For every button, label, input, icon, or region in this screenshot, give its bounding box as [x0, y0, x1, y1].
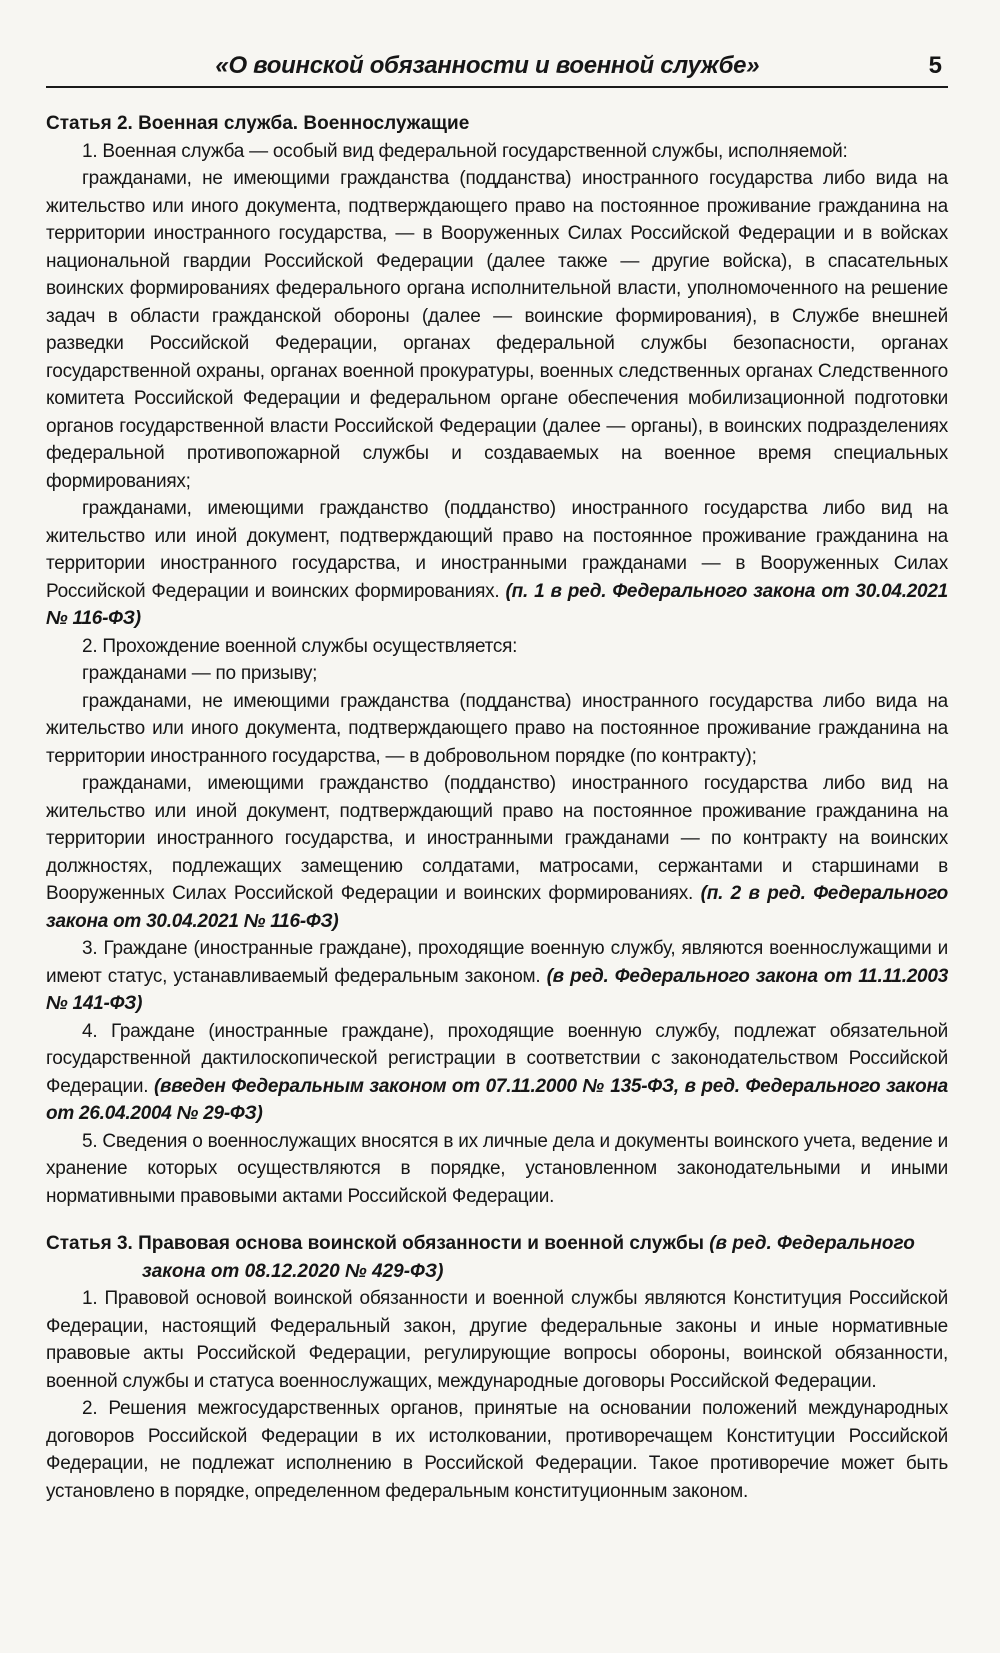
paragraph: 1. Военная служба — особый вид федеральной государственной службы, исполняемой:	[82, 140, 848, 162]
amendment-note: (п. 2 в ред. Федерального закона от 30.04.2021 № 116-ФЗ)	[46, 883, 949, 932]
article-heading: Статья 2. Военная служба. Военнослужащие	[46, 113, 470, 134]
article-heading: Статья 3. Правовая основа воинской обязанности и военной службы (в ред. Федерального закона от 08.12.2020 № 429-ФЗ)	[46, 1233, 915, 1282]
paragraph: 5. Сведения о военнослужащих вносятся в их личные дела и документы воинского учета, ведение и хранение которых осуществляются в порядке, установленном законодательными и иными нормативными правовыми актами Российской Федерации.	[46, 1130, 948, 1207]
paragraph: гражданами, не имеющими гражданства (подданства) иностранного государства либо вида на жительство или иного документа, подтверждающего право на постоянное проживание гражданина на территории иностранного государства, — в добровольном порядке (по контракту);	[46, 690, 948, 767]
paragraph: 3. Граждане (иностранные граждане), проходящие военную службу, являются военнослужащими и имеют статус, устанавливаемый федеральным законом. (в ред. Федерального закона от 11.11.2003 № 141-ФЗ)	[46, 938, 949, 1014]
amendment-note: (в ред. Федерального закона от 08.12.2020 № 429-ФЗ)	[142, 1233, 915, 1282]
running-title: «О воинской обязанности и военной службе»	[215, 52, 760, 79]
amendment-note: (в ред. Федерального закона от 11.11.2003 № 141-ФЗ)	[46, 965, 949, 1014]
amendment-note: (п. 1 в ред. Федерального закона от 30.04.2021 № 116-ФЗ)	[46, 580, 949, 629]
article-body	[46, 138, 948, 1211]
article-2	[46, 110, 948, 1210]
paragraph: гражданами, имеющими гражданство (подданство) иностранного государства либо вид на жительство или иной документ, подтверждающий право на постоянное проживание гражданина на территории иностранного государства, и иностранными гражданами — по контракту на воинских должностях, подлежащих замещению солдатами, матросами, сержантами и старшинами в Вооруженных Силах Российской Федерации и воинских формированиях. (п. 2 в ред. Федерального закона от 30.04.2021 № 116-ФЗ)	[46, 773, 949, 932]
page-number: 5	[928, 52, 942, 79]
paragraph: 4. Граждане (иностранные граждане), проходящие военную службу, подлежат обязательной государственной дактилоскопической регистрации в соответствии с законодательством Российской Федерации. (введен Федеральным законом от 07.11.2000 № 135-ФЗ, в ред. Федерального закона от 26.04.2004 № 29-ФЗ)	[46, 1020, 948, 1124]
paragraph: гражданами, имеющими гражданство (подданство) иностранного государства либо вид на жительство или иной документ, подтверждающий право на постоянное проживание гражданина на территории иностранного государства, и иностранными гражданами — в Вооруженных Силах Российской Федерации и воинских формированиях. (п. 1 в ред. Федерального закона от 30.04.2021 № 116-ФЗ)	[46, 498, 949, 629]
paragraph: 2. Прохождение военной службы осуществляется:	[82, 635, 518, 657]
paragraph: гражданами — по призыву;	[82, 663, 318, 684]
paragraph: гражданами, не имеющими гражданства (подданства) иностранного государства либо вида на жительство или иного документа, подтверждающего право на постоянное проживание гражданина на территории иностранного государства, — в Вооруженных Силах Российской Федерации и в войсках национальной гвардии Российской Федерации (далее также — другие войска), в спасательных воинских формированиях федерального органа исполнительной власти, уполномоченного на решение задач в области гражданской обороны (далее — воинские формирования), в Службе внешней разведки Российской Федерации, органах федеральной службы безопасности, органах государственной охраны, органах военной прокуратуры, военных следственных органах Следственного комитета Российской Федерации и федеральном органе обеспечения мобилизационной подготовки органов государственной власти Российской Федерации (далее — органы), в воинских подразделениях федеральной противопожарной службы и создаваемых на военное время специальных формированиях;	[46, 168, 948, 492]
article-3	[46, 1230, 948, 1505]
paragraph: 2. Решения межгосударственных органов, принятые на основании положений международных договоров Российской Федерации в их истолковании, противоречащем Конституции Российской Федерации, не подлежат исполнению в Российской Федерации. Такое противоречие может быть установлено в порядке, определенном федеральным конституционным законом.	[46, 1398, 948, 1502]
amendment-note: (введен Федеральным законом от 07.11.2000 № 135-ФЗ, в ред. Федерального закона от 26.04.2004 № 29-ФЗ)	[46, 1075, 948, 1124]
running-header	[46, 52, 948, 88]
paragraph: 1. Правовой основой воинской обязанности и военной службы являются Конституция Российской Федерации, настоящий Федеральный закон, другие федеральные законы и иные нормативные правовые акты Российской Федерации, регулирующие вопросы обороны, воинской обязанности, военной службы и статуса военнослужащих, международные договоры Российской Федерации.	[46, 1288, 948, 1392]
article-body	[46, 1285, 948, 1505]
